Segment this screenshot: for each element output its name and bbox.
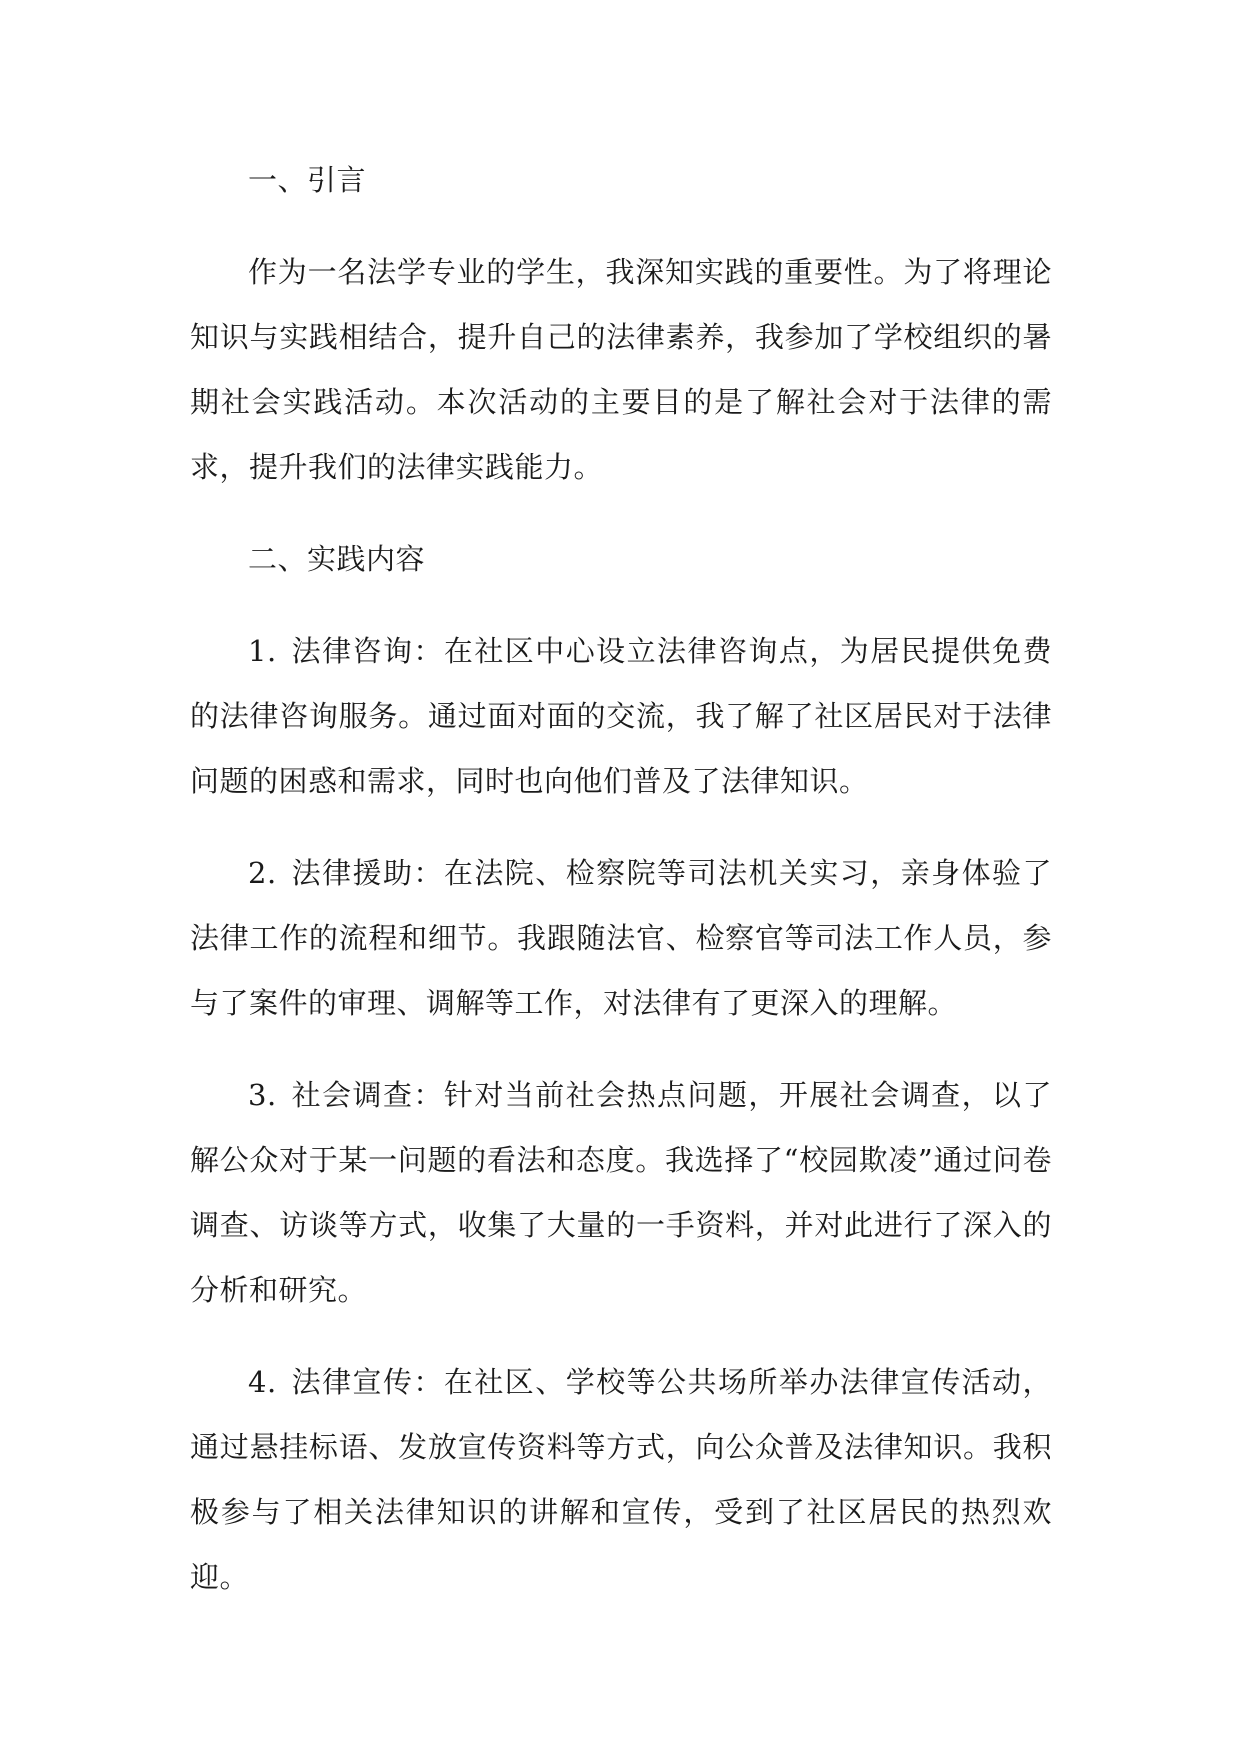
list-item [190, 1350, 1052, 1610]
list-item-number: 1. [248, 634, 277, 668]
section-heading-introduction: 一、引言 [248, 163, 367, 197]
list-item-text: 社会调查：针对当前社会热点问题，开展社会调查，以了解公众对于某一问题的看法和态度。我选择了“校园欺凌”通过问卷调查、访谈等方式，收集了大量的一手资料，并对此进行了深入的分析和研究。 [190, 1078, 1052, 1307]
list-item [190, 1063, 1052, 1323]
list-item-text: 法律援助：在法院、检察院等司法机关实习，亲身体验了法律工作的流程和细节。我跟随法官、检察官等司法工作人员，参与了案件的审理、调解等工作，对法律有了更深入的理解。 [190, 856, 1052, 1020]
list-item-number: 4. [248, 1365, 277, 1399]
document-body [190, 148, 1052, 1637]
section-heading-practice-content: 二、实践内容 [248, 542, 426, 576]
list-item [190, 619, 1052, 814]
list-item-text: 法律咨询：在社区中心设立法律咨询点，为居民提供免费的法律咨询服务。通过面对面的交流，我了解了社区居民对于法律问题的困惑和需求，同时也向他们普及了法律知识。 [190, 634, 1052, 798]
list-item-number: 3. [248, 1078, 277, 1112]
list-item [190, 841, 1052, 1036]
list-item-text: 法律宣传：在社区、学校等公共场所举办法律宣传活动，通过悬挂标语、发放宣传资料等方式，向公众普及法律知识。我积极参与了相关法律知识的讲解和宣传，受到了社区居民的热烈欢迎。 [190, 1365, 1052, 1594]
list-item-number: 2. [248, 856, 277, 890]
introduction-paragraph: 作为一名法学专业的学生，我深知实践的重要性。为了将理论知识与实践相结合，提升自己的法律素养，我参加了学校组织的暑期社会实践活动。本次活动的主要目的是了解社会对于法律的需求，提升我们的法律实践能力。 [190, 255, 1052, 484]
